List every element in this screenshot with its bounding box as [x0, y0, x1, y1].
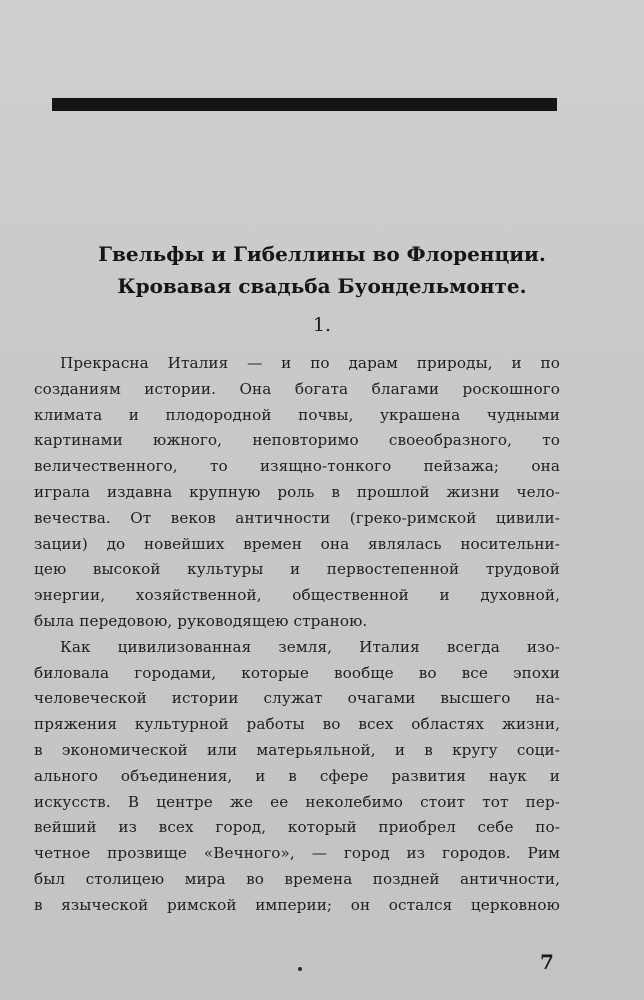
body-line: человеческой истории служат очагами высшего на-	[34, 689, 560, 708]
page-number: 7	[540, 950, 554, 974]
body-line: созданиям истории. Она богата благами роскошного	[34, 379, 560, 398]
body-line: в экономической или матерьяльной, и в кругу соци-	[34, 740, 560, 759]
body-line: энергии, хозяйственной, общественной и духовной,	[34, 586, 560, 605]
body-line: был столицею мира во времена поздней античности,	[34, 869, 560, 888]
footer-dot	[298, 967, 302, 971]
body-line: четное прозвище «Вечного», — город из городов. Рим	[34, 844, 560, 863]
section-number: 1.	[312, 314, 332, 336]
body-line: цею высокой культуры и первостепенной трудовой	[34, 560, 560, 579]
chapter-title-line-1: Гвельфы и Гибеллины во Флоренции.	[98, 242, 546, 266]
body-line: вечества. От веков античности (греко-римской цивили-	[34, 508, 560, 527]
header-rule	[52, 98, 557, 111]
body-line: величественного, то изящно-тонкого пейзажа; она	[34, 457, 560, 476]
chapter-title	[40, 238, 604, 302]
body-line: искусств. В центре же ее неколебимо стоит тот пер-	[34, 792, 560, 811]
body-line: играла издавна крупную роль в прошлой жизни чело-	[34, 482, 560, 501]
body-line: вейший из всех город, который приобрел себе по-	[34, 818, 560, 837]
body-line: климата и плодородной почвы, украшена чудными	[34, 405, 560, 424]
chapter-title-line-2: Кровавая свадьба Буондельмонте.	[117, 274, 527, 298]
body-line: картинами южного, неповторимо своеобразного, то	[34, 431, 560, 450]
body-line: была передовою, руководящею страною.	[34, 611, 368, 630]
body-line: биловала городами, которые вообще во все эпохи	[34, 663, 560, 682]
body-line: в языческой римской империи; он остался церковною	[34, 895, 560, 914]
body-line: ального объединения, и в сфере развития наук и	[34, 766, 560, 785]
body-line: Как цивилизованная земля, Италия всегда изо-	[60, 637, 560, 656]
body-line: Прекрасна Италия — и по дарам природы, и по	[60, 354, 560, 372]
body-text	[34, 351, 560, 919]
body-line: зации) до новейших времен она являлась носительни-	[34, 534, 560, 553]
body-line: пряжения культурной работы во всех областях жизни,	[34, 715, 560, 734]
